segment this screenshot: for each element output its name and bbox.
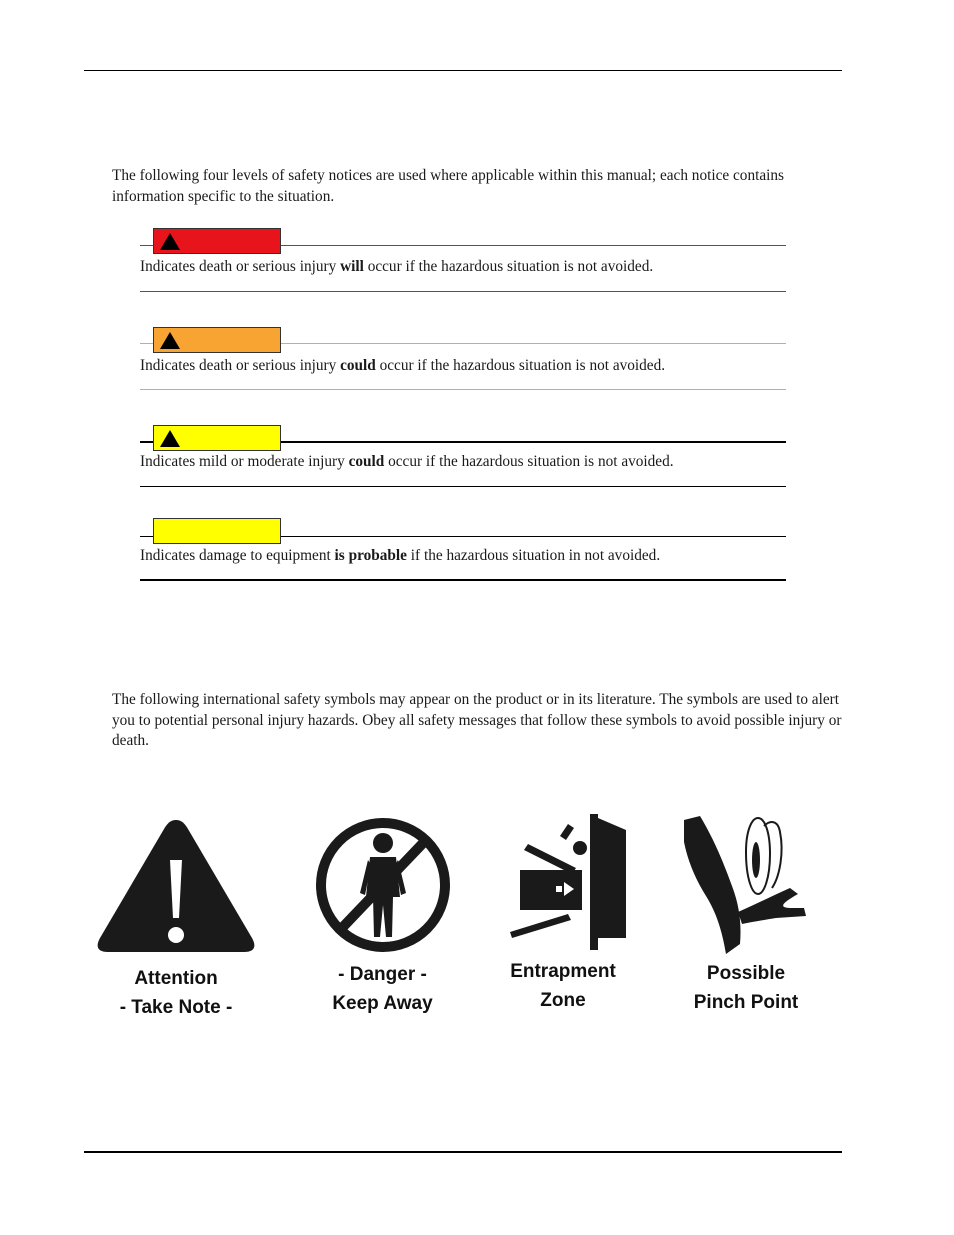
pinch-point-icon — [680, 812, 812, 956]
warning-triangle-icon — [160, 332, 180, 349]
attention-caption-line1: Attention — [134, 968, 218, 989]
entrapment-zone-icon — [498, 810, 628, 954]
keep-away-icon — [313, 815, 453, 955]
warning-triangle-icon — [160, 430, 180, 447]
equipment-notice-bottom-rule — [140, 579, 786, 581]
warning-triangle-icon — [160, 233, 180, 250]
keep-away-symbol — [300, 815, 465, 1018]
pinch-point-symbol — [666, 812, 826, 1017]
caution-notice-bottom-rule — [140, 486, 786, 487]
pinch-point-caption-line2: Pinch Point — [693, 992, 799, 1013]
danger-notice-text: Indicates death or serious injury will occur if the hazardous situation is not avoided. — [140, 258, 654, 275]
attention-symbol — [92, 814, 260, 1022]
safety-symbols-intro: The following international safety symbols may appear on the product or in its literature. The symbols are used to alert you to potential personal injury hazards. Obey all safety messages that follow these symbols to avoid possible injury or death. — [112, 691, 842, 749]
danger-notice-bottom-rule — [140, 291, 786, 292]
entrapment-caption-line1: Entrapment — [510, 961, 616, 982]
warning-notice-text: Indicates death or serious injury could occur if the hazardous situation is not avoided. — [140, 357, 666, 374]
caution-notice-text: Indicates mild or moderate injury could occur if the hazardous situation is not avoided. — [140, 453, 674, 470]
danger-label — [153, 228, 281, 254]
header-rule — [84, 70, 842, 71]
attention-caption-line2: - Take Note - — [119, 997, 233, 1018]
warning-label — [153, 327, 281, 353]
warning-notice-bottom-rule — [140, 389, 786, 390]
entrapment-caption-line2: Zone — [540, 990, 586, 1011]
safety-notices-intro: The following four levels of safety notices are used where applicable within this manual; each notice contains information specific to the situation. — [112, 167, 784, 205]
equipment-notice-text: Indicates damage to equipment is probable if the hazardous situation in not avoided. — [140, 547, 661, 564]
notice-label — [153, 518, 281, 544]
footer-rule — [84, 1151, 842, 1153]
entrapment-zone-symbol — [494, 810, 632, 1015]
attention-triangle-icon — [94, 814, 258, 956]
keep-away-caption-line1: - Danger - — [338, 964, 427, 985]
caution-label — [153, 425, 281, 451]
keep-away-caption-line2: Keep Away — [332, 993, 433, 1014]
pinch-point-caption-line1: Possible — [706, 963, 786, 984]
